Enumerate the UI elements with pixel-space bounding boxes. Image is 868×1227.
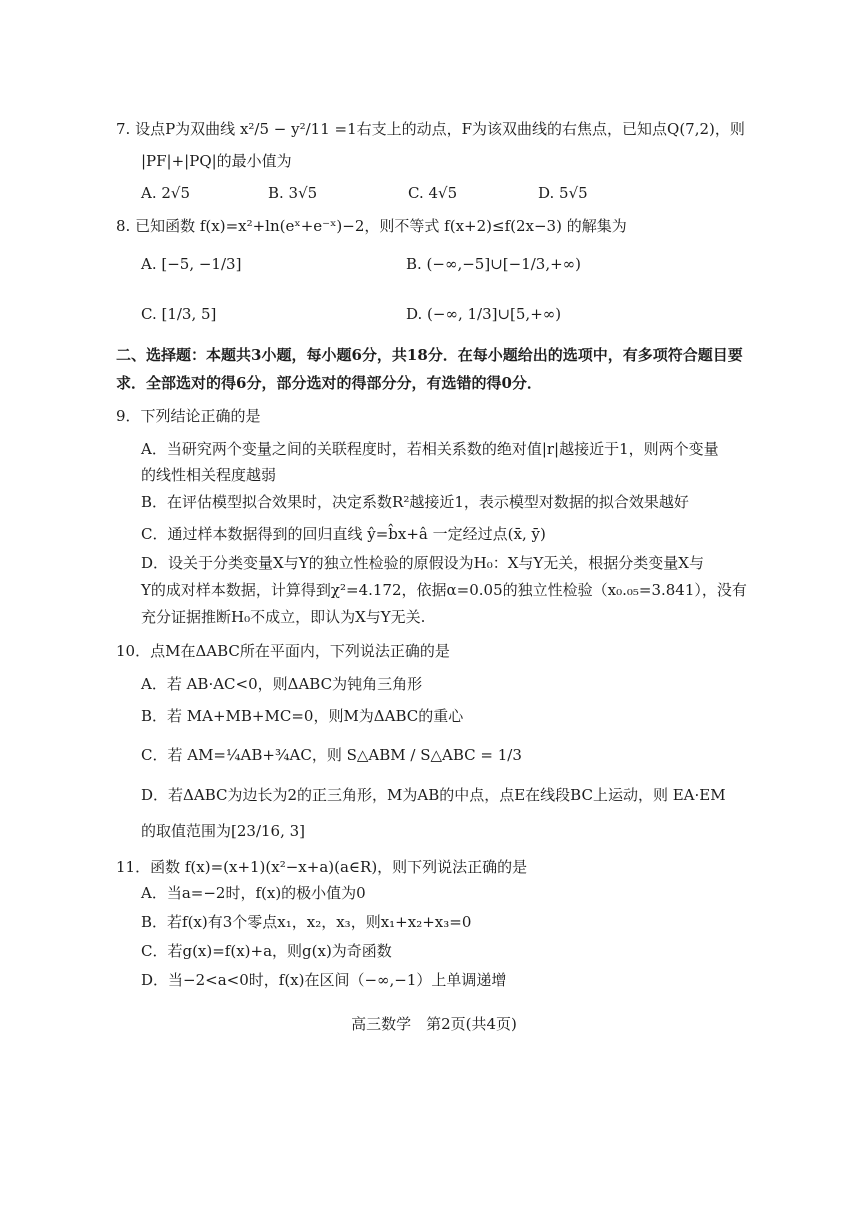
q7-stem-line2: |PF|+|PQ|的最小值为 — [141, 152, 292, 170]
q9-stem: 9．下列结论正确的是 — [116, 407, 261, 425]
q10-option-c: C．若 AM=¼AB+¾AC，则 S△ABM / S△ABC = 1/3 — [141, 746, 522, 764]
q11-stem: 11．函数 f(x)=(x+1)(x²−x+a)(a∈R)，则下列说法正确的是 — [116, 858, 528, 876]
q10-option-d-line2: 的取值范围为[23/16, 3] — [141, 822, 306, 840]
q9-option-c: C．通过样本数据得到的回归直线 ŷ=b̂x+â 一定经过点(x̄, ȳ) — [141, 525, 546, 543]
q8-option-c: C. [1/3, 5] — [141, 305, 217, 323]
q7-option-d: D. 5√5 — [538, 184, 588, 202]
q7-option-b: B. 3√5 — [268, 184, 318, 202]
q8-option-a: A. [−5, −1/3] — [141, 255, 242, 273]
q10-option-d-line1: D．若ΔABC为边长为2的正三角形，M为AB的中点，点E在线段BC上运动，则 EA·EM — [141, 786, 726, 804]
q10-option-a: A．若 AB·AC<0，则ΔABC为钝角三角形 — [141, 675, 423, 693]
q9-option-d-line1: D．设关于分类变量X与Y的独立性检验的原假设为H₀：X与Y无关，根据分类变量X与 — [141, 554, 704, 572]
q9-option-a-line1: A．当研究两个变量之间的关联程度时，若相关系数的绝对值|r|越接近于1，则两个变量 — [141, 440, 719, 458]
q11-option-a: A．当a=−2时，f(x)的极小值为0 — [141, 884, 366, 902]
q11-option-b: B．若f(x)有3个零点x₁，x₂，x₃，则x₁+x₂+x₃=0 — [141, 913, 472, 931]
section2-heading-line2: 求．全部选对的得6分，部分选对的得部分分，有选错的得0分． — [116, 374, 542, 392]
q9-option-d-line2: Y的成对样本数据，计算得到χ²=4.172，依据α=0.05的独立性检验（x₀.₀₅=3.841），没有 — [141, 581, 747, 599]
q11-option-d: D．当−2<a<0时，f(x)在区间（−∞,−1）上单调递增 — [141, 971, 507, 989]
q9-option-b: B．在评估模型拟合效果时，决定系数R²越接近1，表示模型对数据的拟合效果越好 — [141, 493, 689, 511]
q7-stem-line1: 7. 设点P为双曲线 x²/5 − y²/11 =1右支上的动点，F为该双曲线的右焦点，已知点Q(7,2)，则 — [116, 120, 745, 138]
q9-option-d-line3: 充分证据推断H₀不成立，即认为X与Y无关. — [141, 608, 426, 626]
q8-stem: 8. 已知函数 f(x)=x²+ln(eˣ+e⁻ˣ)−2，则不等式 f(x+2)≤f(2x−3) 的解集为 — [116, 217, 627, 235]
q10-stem: 10．点M在ΔABC所在平面内，下列说法正确的是 — [116, 642, 450, 660]
q7-option-c: C. 4√5 — [408, 184, 458, 202]
q9-option-a-line2: 的线性相关程度越弱 — [141, 466, 277, 484]
q7-option-a: A. 2√5 — [141, 184, 191, 202]
q11-option-c: C．若g(x)=f(x)+a，则g(x)为奇函数 — [141, 942, 392, 960]
q10-option-b: B．若 MA+MB+MC=0，则M为ΔABC的重心 — [141, 707, 464, 725]
q8-option-b: B. (−∞,−5]∪[−1/3,+∞) — [406, 255, 582, 273]
section2-heading-line1: 二、选择题：本题共3小题，每小题6分，共18分．在每小题给出的选项中，有多项符合题目要 — [116, 346, 743, 364]
q8-option-d: D. (−∞, 1/3]∪[5,+∞) — [406, 305, 562, 323]
page-footer: 高三数学 第2页(共4页) — [351, 1015, 517, 1033]
